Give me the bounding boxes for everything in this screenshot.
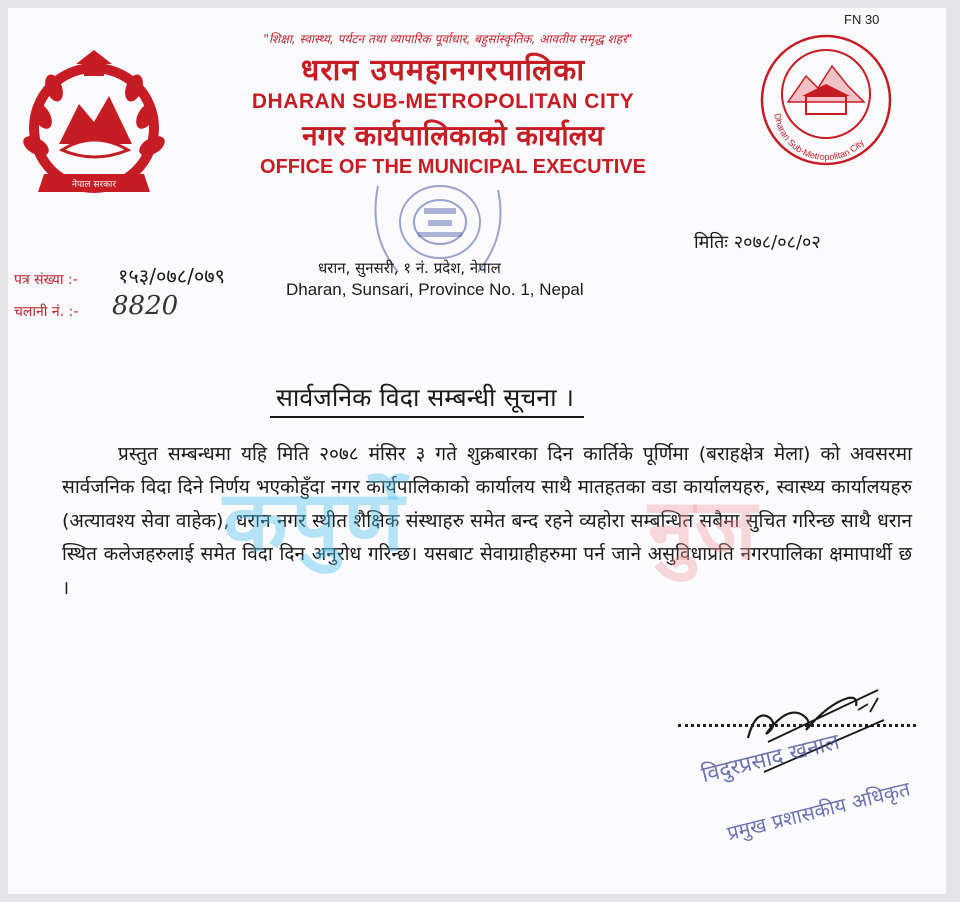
form-code: FN 30 [844,12,880,27]
dispatch-number-value: 8820 [112,291,179,321]
letter-date [694,230,821,254]
municipality-name-english: DHARAN SUB-METROPOLITAN CITY [251,90,635,113]
municipality-name-nepali: धरान उपमहानगरपालिका [300,53,586,88]
notice-body: प्रस्तुत सम्बन्धमा यहि मिति २०७८ मंसिर ३ गते शुक्रबारका दिन कार्तिके पूर्णिमा (बराहक्षेत्र मेला) को अवसरमा सार्वजनिक विदा दिने निर्णय भएकोहुँदा नगर कार्यपालिकाको कार्यालय साथै मातहतका वडा कार्यालयहरु, स्वास्थ्य कार्यालयहरु (अत्यावश्य सेवा वाहेक), धरान नगर स्थीत शैक्षिक संस्थाहरु समेत बन्द रहने व्यहोरा सम्बन्धित सबैमा सुचित गरिन्छ साथै धरान स्थित कलेजहरुलाई समेत विदा दिन अनुरोध गरिन्छ। यसबाट सेवाग्राहीहरुमा पर्न जाने असुविधाप्रति नगरपालिका क्षमापार्थी छ । [62,443,912,599]
signatory-name: विदुरप्रसाद खनाल [698,729,843,789]
address-nepali: धरान, सुनसरी, १ नं. प्रदेश, नेपाल [318,259,501,277]
signatory-designation: प्रमुख प्रशासकीय अधिकृत [724,776,913,846]
seal-ring-text: Dharan Sub-Metropolitan City [772,112,866,163]
address-english: Dharan, Sunsari, Province No. 1, Nepal [286,280,584,299]
reference-number-value: १५३/०७८/०७९ [118,264,226,288]
dispatch-number-label: चलानी नं. :- [14,304,79,320]
emblem-ribbon-text: नेपाल सरकार [71,180,117,190]
watermark-accent-text: नुज [648,480,757,578]
watermark-text: कपुर्णे [223,472,408,570]
reference-number-label: पत्र संख्या :- [14,272,78,288]
letter-page [8,8,946,894]
notice-title: सार्वजनिक विदा सम्बन्धी सूचना । [270,380,584,418]
date-label: मितिः [694,232,728,253]
office-name-english: OFFICE OF THE MUNICIPAL EXECUTIVE [260,156,646,178]
nepal-emblem-icon [14,46,174,206]
office-name-nepali: नगर कार्यपालिकाको कार्यालय [302,119,604,152]
date-value: २०७८/०८/०२ [733,232,821,253]
dharan-city-seal-icon [756,30,896,170]
letterhead-motto: "शिक्षा, स्वास्थ्य, पर्यटन तथा व्यापारिक पूर्वाधार, बहुसांस्कृतिक, आवतीय समृद्ध शहर" [263,32,633,46]
